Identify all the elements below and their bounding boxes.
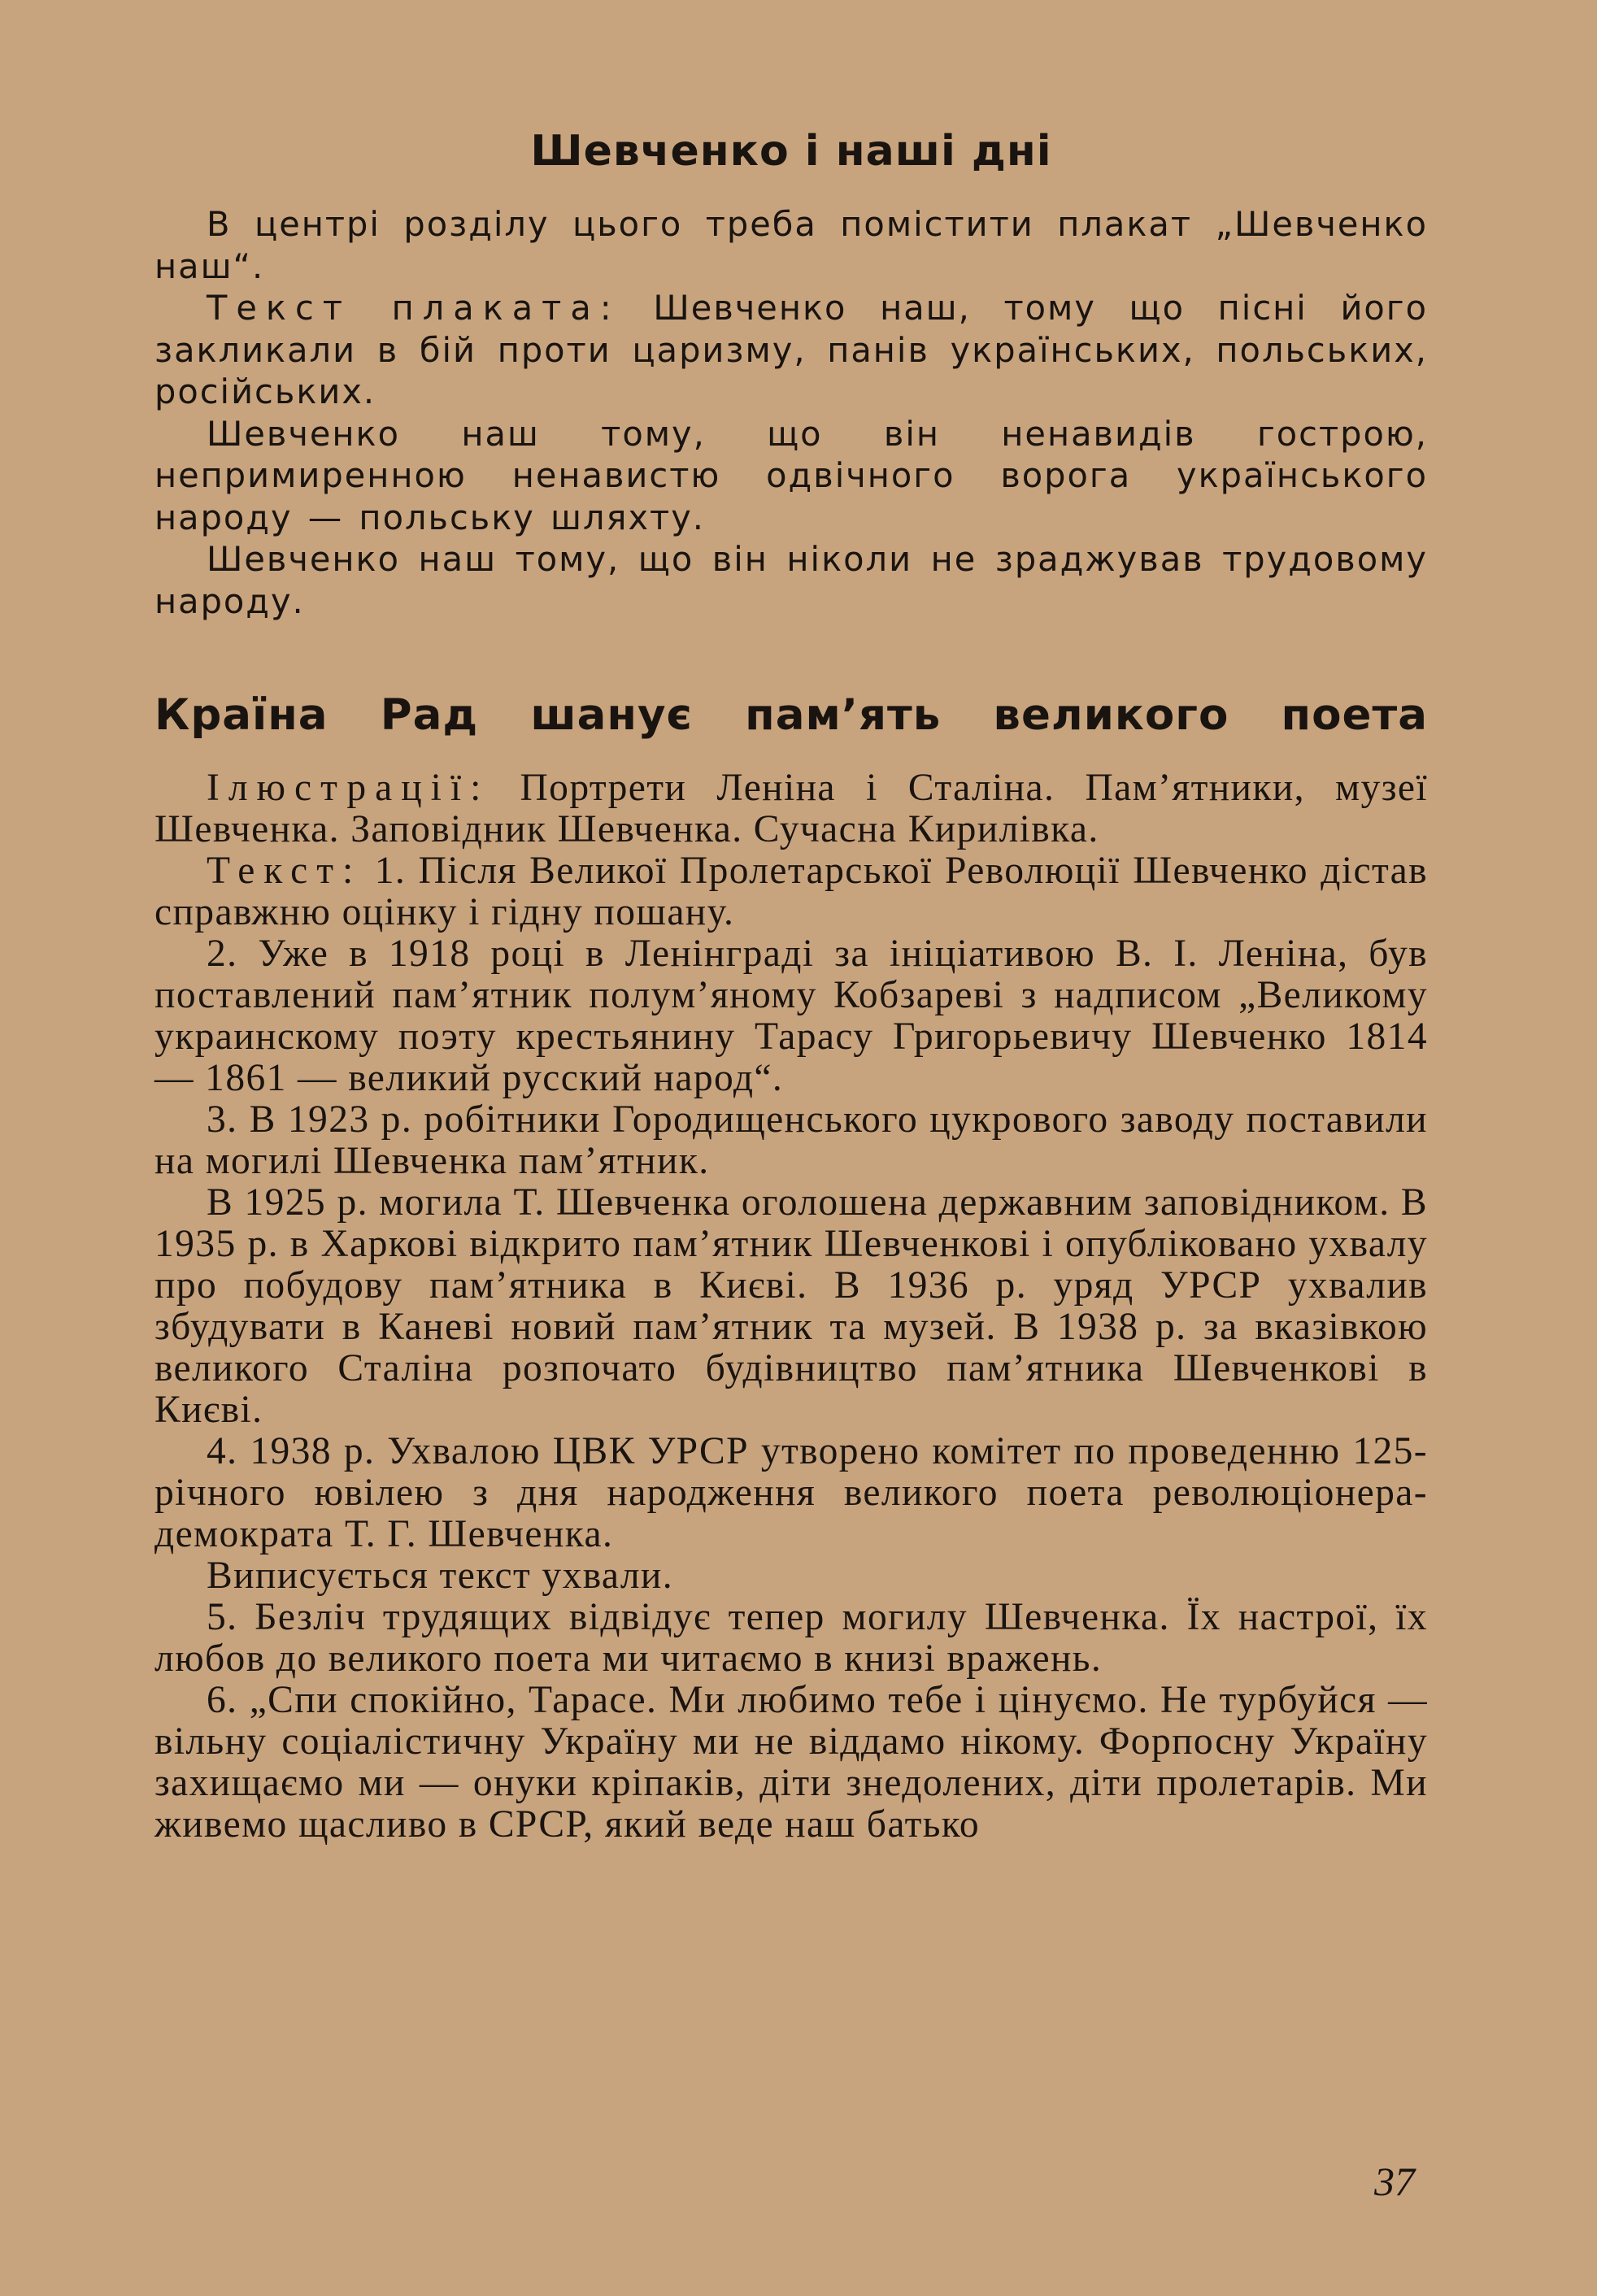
paragraph [154,287,1428,413]
paragraph: Шевченко наш тому, що він ненавидів гострою, непримиренною ненавистю одвічного ворога українського народу — польську шляхту. [154,413,1428,537]
paragraph-text: Шевченко наш, тому що пісні його закликали в бій проти царизму, панів українських, польських, російських. [154,288,1428,411]
section-country-honors-poet [154,690,1428,1846]
paragraph: 4. 1938 р. Ухвалою ЦВК УРСР утворено комітет по проведенню 125-річного ювілею з дня народження великого поета революціонера-демократа Т. Г. Шевченка. [154,1430,1428,1555]
page-number: 37 [1374,2159,1415,2204]
paragraph: 5. Безліч трудящих відвідує тепер могилу Шевченка. Їх настрої, їх любов до великого поета ми читаємо в книзі вражень. [154,1596,1428,1680]
page-content [154,127,1428,1846]
paragraph: В 1925 р. могила Т. Шевченка оголошена державним заповідником. В 1935 р. в Харкові відкрито пам’ятник Шевченкові і опубліковано ухвалу про побудову пам’ятника в Києві. В 1936 р. уряд УРСР ухвалив збудувати в Каневі новий пам’ятник та музей. В 1938 р. за вказівкою великого Сталіна розпочато будівництво пам’ятника Шевченкові в Києві. [154,1181,1428,1431]
paragraph [154,850,1428,933]
section-shevchenko-today [154,127,1428,622]
paragraph-text: Портрети Леніна і Сталіна. Пам’ятники, музеї Шевченка. Заповідник Шевченка. Сучасна Кирилівка. [154,767,1428,850]
spaced-label: Ілюстрації: [207,767,490,809]
paragraph: 3. В 1923 р. робітники Городищенського цукрового заводу поставили на могилі Шевченка пам’ятник. [154,1098,1428,1182]
paragraph-text: 1. Після Великої Пролетарської Революції Шевченко дістав справжню оцінку і гідну пошану. [154,850,1428,933]
paragraph: 2. Уже в 1918 році в Ленінграді за ініціативою В. І. Леніна, був поставлений пам’ятник полум’яному Кобзареві з надписом „Великому украинскому поэту крестьянину Тарасу Григорьевичу Шевченко 1814 — 1861 — великий русский народ“. [154,933,1428,1099]
section-title: Країна Рад шанує пам’ять великого поета [154,690,1428,740]
spaced-label: Текст: [207,850,363,892]
spaced-label: Текст плаката: [207,288,620,328]
paragraph [154,768,1428,850]
paragraph: Виписується текст ухвали. [207,1555,674,1597]
paragraph: В центрі розділу цього треба помістити плакат „Шевченко наш“. [154,204,1428,286]
paragraph: 6. „Спи спокійно, Тарасе. Ми любимо тебе і цінуємо. Не турбуйся — вільну соціалістичну Україну ми не віддамо нікому. Форпосну Україну захищаємо ми — онуки кріпаків, діти знедолених, діти пролетарів. Ми живемо щасливо в СРСР, який веде наш батько [154,1679,1428,1846]
paragraph: Шевченко наш тому, що він ніколи не зраджував трудовому народу. [154,539,1428,621]
section-title: Шевченко і наші дні [530,127,1052,176]
